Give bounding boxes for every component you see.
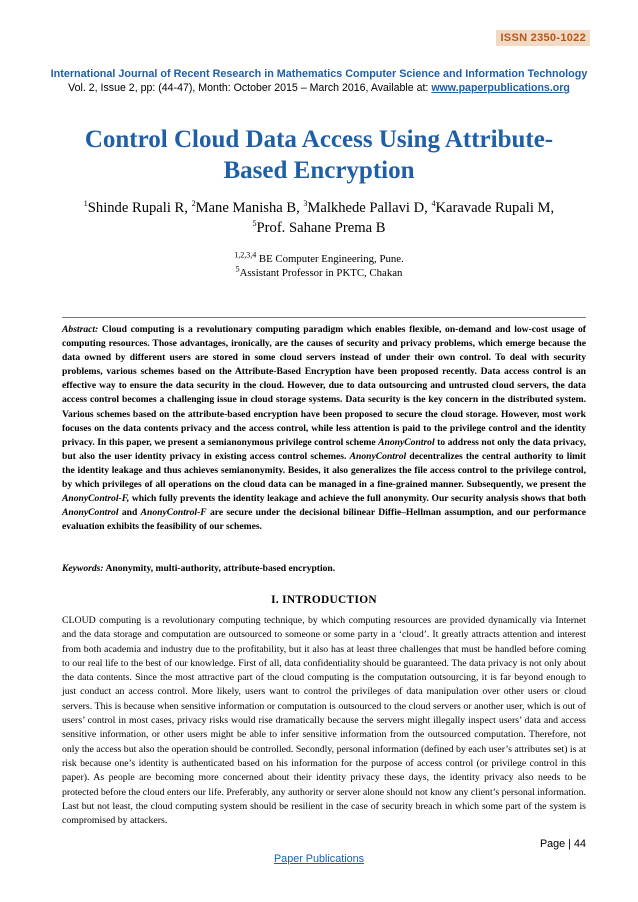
abstract-text: which fully prevents the identity leakage and achieve the full anonymity. Our security analysis shows that both xyxy=(129,493,586,505)
author-sup: 4 xyxy=(431,199,436,209)
author-name: Mane Manisha B, xyxy=(195,200,304,216)
author-sup: 2 xyxy=(191,199,196,209)
volume-info xyxy=(40,82,598,94)
abstract-emphasis: AnonyControl xyxy=(349,450,407,462)
abstract-emphasis: AnonyControl xyxy=(62,507,119,519)
page-number: Page | 44 xyxy=(539,838,586,850)
abstract-divider xyxy=(62,317,586,318)
keywords xyxy=(62,562,586,576)
website-link[interactable]: www.paperpublications.org xyxy=(431,82,570,94)
abstract-label: Abstract: xyxy=(62,324,99,335)
affiliations xyxy=(40,252,598,280)
author-sup: 3 xyxy=(303,199,308,209)
introduction-text: CLOUD computing is a revolutionary computing technique, by which computing resources are provided dynamically via Internet and the data storage and computation are outsourced to someone or some party in a ‘cloud’. It greatly attracts attention and interest from both academia and industry due to the profitability, but it also has at least three challenges that must be handled before coming to our real life to the best of our knowledge. First of all, data confidentiality should be guaranteed. The data privacy is not only about the data contents. Since the most attractive part of the cloud computing is the computation outsourcing, it is far beyond enough to just conduct an access control. More likely, users want to control the privileges of data manipulation over other users or cloud servers. This is because when sensitive information or computation is outsourced to the cloud servers or another user, which is out of users’ control in most cases, privacy risks would rise dramatically because the servers might illegally inspect users’ data and access sensitive information, or other users might be able to infer sensitive information from the outsourced computation. Therefore, not only the access but also the operation should be controlled. Secondly, personal information (defined by each user’s attributes set) is at risk because one’s identity is authenticated based on his information for the purpose of access control (or privilege control in this paper). As people are becoming more concerned about their identity privacy these days, the identity privacy also needs to be protected before the cloud enters our life. Preferably, any authority or server alone should not know any client’s personal information. Last but not least, the cloud computing system should be resilient in the case of security breach in which some part of the system is compromised by attackers. xyxy=(62,615,586,827)
abstract-emphasis: AnonyControl-F, xyxy=(62,493,130,505)
affiliation-text: BE Computer Engineering, Pune. xyxy=(256,253,404,265)
author-name: Karavade Rupali M, xyxy=(435,200,555,216)
abstract-text: are secure under the decisional bilinear Diffie–Hellman assumption, and our performance evaluation exhibits the feasibility of our schemes. xyxy=(62,507,586,533)
section-heading: I. INTRODUCTION xyxy=(271,594,377,606)
title-line-2: Based Encryption xyxy=(223,157,415,184)
abstract-text: and xyxy=(118,507,141,519)
author-name: Malkhede Pallavi D, xyxy=(307,200,432,216)
author-sup: 1 xyxy=(83,199,88,209)
keywords-text: Anonymity, multi-authority, attribute-based encryption. xyxy=(103,563,336,574)
abstract xyxy=(62,323,586,534)
abstract-text: Cloud computing is a revolutionary computing paradigm which enables flexible, on-demand and low-cost usage of computing resources. Those advantages, ironically, are the causes of security and privacy problems, which emerge because the data owned by different users are stored in some cloud servers instead of under their own control. To deal with security problems, various schemes based on the Attribute-Based Encryption have been proposed recently. Data access control is an effective way to ensure the data security in the cloud. However, due to data outsourcing and untrusted cloud servers, the data access control becomes a challenging issue in cloud storage systems. Data security is the key concern in the distributed system. Various schemes based on the attribute-based encryption have been proposed to secure the cloud storage. However, most work focuses on the data contents privacy and the access control, while less attention is paid to the privilege control and the identity privacy. In this paper, we present a semianonymous privilege control scheme xyxy=(62,324,586,448)
author-name: Prof. Sahane Prema B xyxy=(256,220,386,236)
keywords-label: Keywords: xyxy=(62,563,104,574)
affiliation-text: Assistant Professor in PKTC, Chakan xyxy=(239,267,403,279)
author-name: Shinde Rupali R, xyxy=(87,200,192,216)
abstract-text: decentralizes the central authority to limit the identity leakage and thus achieves semianonymity. Besides, it also generalizes the file access control to the privilege control, by which privileges of all operations on the cloud data can be managed in a fine-grained manner. Subsequently, we present the xyxy=(62,450,586,491)
author-list xyxy=(40,198,598,238)
publisher-link[interactable]: Paper Publications xyxy=(273,853,365,865)
paper-title xyxy=(60,124,578,186)
affiliation-sup: 5 xyxy=(235,264,240,274)
abstract-text: to address not only the data privacy, but also the user identity privacy in existing access control schemes. xyxy=(62,436,586,462)
abstract-emphasis: AnonyControl xyxy=(378,436,435,448)
abstract-emphasis: AnonyControl-F xyxy=(140,507,207,519)
journal-name: International Journal of Recent Research in Mathematics Computer Science and Information Technology xyxy=(50,68,588,80)
issn-badge: ISSN 2350-1022 xyxy=(496,30,590,46)
affiliation-sup: 1,2,3,4 xyxy=(234,250,257,260)
title-line-1: Control Cloud Data Access Using Attribute- xyxy=(84,126,554,153)
volume-text: Vol. 2, Issue 2, pp: (44-47), Month: October 2015 – March 2016, Available at: xyxy=(68,82,432,94)
author-sup: 5 xyxy=(252,219,257,229)
